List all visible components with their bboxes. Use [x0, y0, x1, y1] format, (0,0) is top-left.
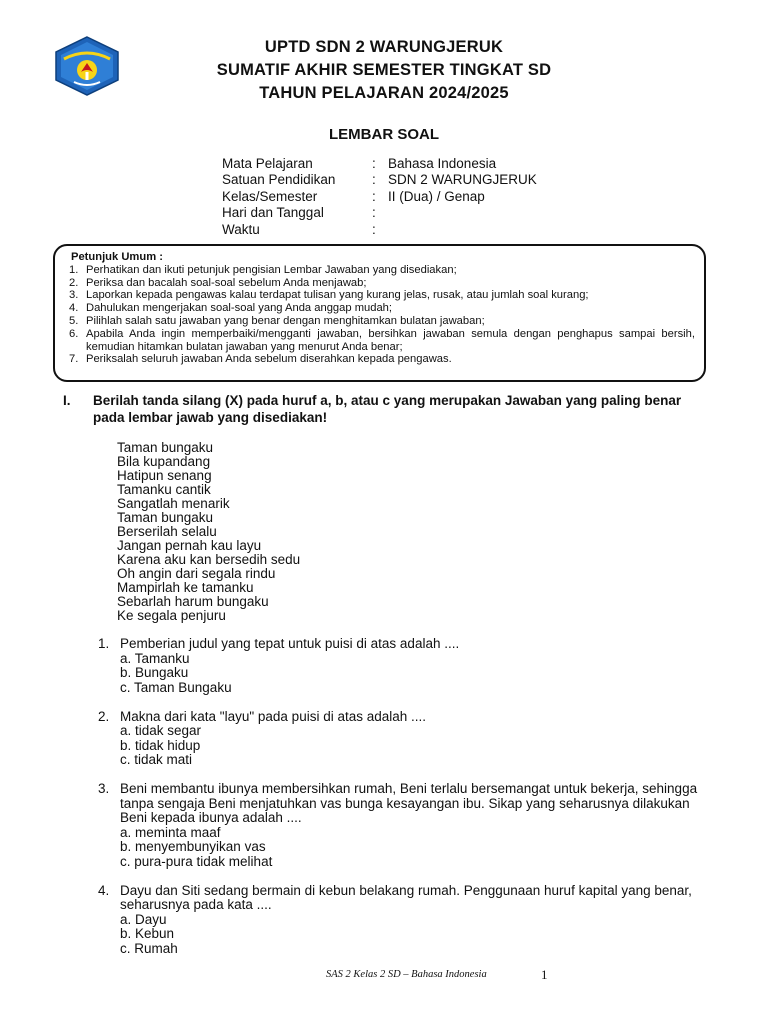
info-label: Waktu: [222, 221, 260, 237]
header-exam: SUMATIF AKHIR SEMESTER TINGKAT SD: [216, 61, 552, 79]
answer-option[interactable]: b. Kebun: [120, 926, 175, 941]
question-text: Makna dari kata "layu" pada puisi di atas adalah ....: [120, 708, 427, 724]
poem-line: Karena aku kan bersedih sedu: [117, 552, 301, 567]
section-instruction: Berilah tanda silang (X) pada huruf a, b, atau c yang merupakan Jawaban yang paling benar pada lembar jawab yang disediakan!: [93, 393, 682, 425]
instruction-text: Perhatikan dan ikuti petunjuk pengisian Lembar Jawaban yang disediakan;: [86, 263, 457, 276]
info-colon: :: [372, 188, 376, 204]
info-row: [222, 222, 537, 238]
answer-option[interactable]: a. meminta maaf: [120, 824, 221, 840]
question-stem: [98, 782, 718, 826]
answer-option[interactable]: a. Tamanku: [120, 650, 190, 666]
question: [98, 782, 718, 869]
info-value: Bahasa Indonesia: [388, 156, 497, 171]
poem-line: Bila kupandang: [117, 454, 211, 469]
header-year: TAHUN PELAJARAN 2024/2025: [259, 84, 509, 102]
question-stem: [98, 637, 718, 652]
instruction-number: 2.: [69, 276, 79, 289]
question-number: 1.: [98, 636, 110, 651]
info-label: Kelas/Semester: [222, 188, 318, 204]
page-footer: SAS 2 Kelas 2 SD – Bahasa Indonesia: [326, 969, 487, 980]
question: [98, 884, 718, 957]
instruction-text: Periksalah seluruh jawaban Anda sebelum diserahkan kepada pengawas.: [86, 353, 452, 366]
poem-line: Ke segala penjuru: [117, 608, 226, 623]
poem-line: Taman bungaku: [117, 440, 214, 455]
info-row: [222, 172, 537, 188]
info-row: [222, 156, 537, 172]
instruction-text: Dahulukan mengerjakan soal-soal yang Anda anggap mudah;: [86, 302, 393, 315]
info-value: SDN 2 WARUNGJERUK: [388, 172, 537, 188]
answer-option[interactable]: c. Rumah: [120, 940, 178, 956]
sheet-title: LEMBAR SOAL: [329, 126, 439, 143]
question-number: 2.: [98, 708, 110, 724]
poem-line: Mampirlah ke tamanku: [117, 580, 254, 595]
info-row: [222, 189, 537, 205]
instruction-item: [69, 289, 695, 302]
question: [98, 710, 718, 768]
info-colon: :: [372, 205, 376, 221]
page-number: 1: [541, 967, 548, 982]
question-number: 4.: [98, 882, 110, 898]
instruction-number: 3.: [69, 289, 79, 302]
answer-option[interactable]: b. menyembunyikan vas: [120, 839, 266, 854]
instruction-number: 5.: [69, 314, 79, 327]
section-heading: [63, 392, 703, 426]
poem: [117, 441, 300, 623]
info-row: [222, 205, 537, 221]
instruction-item: [69, 277, 695, 290]
poem-line: Taman bungaku: [117, 510, 214, 525]
answer-option[interactable]: c. tidak mati: [120, 752, 193, 767]
exam-info: [222, 156, 537, 238]
poem-line: Hatipun senang: [117, 468, 212, 483]
instruction-item: [69, 302, 695, 315]
poem-line: Tamanku cantik: [117, 482, 211, 497]
question: [98, 637, 718, 695]
poem-line: Oh angin dari segala rindu: [117, 566, 276, 581]
poem-line: Sebarlah harum bungaku: [117, 594, 269, 609]
question-text: Dayu dan Siti sedang bermain di kebun belakang rumah. Penggunaan huruf kapital yang benar, seharusnya pada kata ....: [120, 882, 692, 912]
question-text: Pemberian judul yang tepat untuk puisi di atas adalah ....: [120, 636, 460, 651]
answer-option[interactable]: c. pura-pura tidak melihat: [120, 853, 273, 869]
school-logo: [54, 36, 120, 96]
question-stem: [98, 884, 718, 913]
instruction-number: 6.: [69, 327, 79, 340]
instruction-text: Apabila Anda ingin memperbaiki/mengganti jawaban, bersihkan jawaban semula dengan penghapus sampai bersih, kemudian hitamkan bulatan jawaban yang menurut Anda benar;: [86, 327, 695, 353]
info-value: II (Dua) / Genap: [388, 188, 485, 204]
info-label: Satuan Pendidikan: [222, 172, 336, 188]
instructions-title: Petunjuk Umum :: [71, 251, 163, 263]
question-list: [98, 637, 718, 971]
instructions-box: [53, 244, 706, 382]
question-number: 3.: [98, 781, 110, 796]
info-colon: :: [372, 156, 376, 171]
question-text: Beni membantu ibunya membersihkan rumah, Beni terlalu bersemangat untuk bekerja, sehingga tanpa sengaja Beni menjatuhkan vas bunga kesayangan ibu. Sikap yang seharusnya dilakukan Beni kepada ibunya adalah ....: [120, 781, 698, 825]
instruction-text: Laporkan kepada pengawas kalau terdapat tulisan yang kurang jelas, rusak, atau jumlah soal kurang;: [86, 289, 589, 302]
instruction-number: 7.: [69, 353, 79, 366]
poem-line: Berserilah selalu: [117, 524, 217, 539]
header-school: UPTD SDN 2 WARUNGJERUK: [264, 38, 504, 56]
info-label: Hari dan Tanggal: [222, 205, 324, 221]
answer-option[interactable]: a. Dayu: [120, 911, 167, 927]
instruction-text: Periksa dan bacalah soal-soal sebelum Anda menjawab;: [86, 276, 367, 289]
section-number: I.: [63, 393, 71, 408]
info-colon: :: [372, 221, 376, 237]
instruction-item: [69, 315, 695, 328]
answer-option[interactable]: c. Taman Bungaku: [120, 679, 232, 695]
instruction-item: [69, 353, 695, 366]
question-stem: [98, 710, 718, 725]
document-header: [160, 36, 608, 105]
answer-option[interactable]: a. tidak segar: [120, 723, 202, 738]
instruction-item: [69, 328, 695, 354]
answer-option[interactable]: b. Bungaku: [120, 665, 189, 680]
instruction-item: [69, 264, 695, 277]
poem-line: Sangatlah menarik: [117, 496, 230, 511]
answer-option[interactable]: b. tidak hidup: [120, 737, 201, 753]
instruction-number: 1.: [69, 263, 79, 276]
poem-line: Jangan pernah kau layu: [117, 538, 262, 553]
instruction-text: Pilihlah salah satu jawaban yang benar dengan menghitamkan bulatan jawaban;: [86, 314, 485, 327]
info-colon: :: [372, 172, 376, 188]
instruction-number: 4.: [69, 302, 79, 315]
info-label: Mata Pelajaran: [222, 156, 313, 171]
